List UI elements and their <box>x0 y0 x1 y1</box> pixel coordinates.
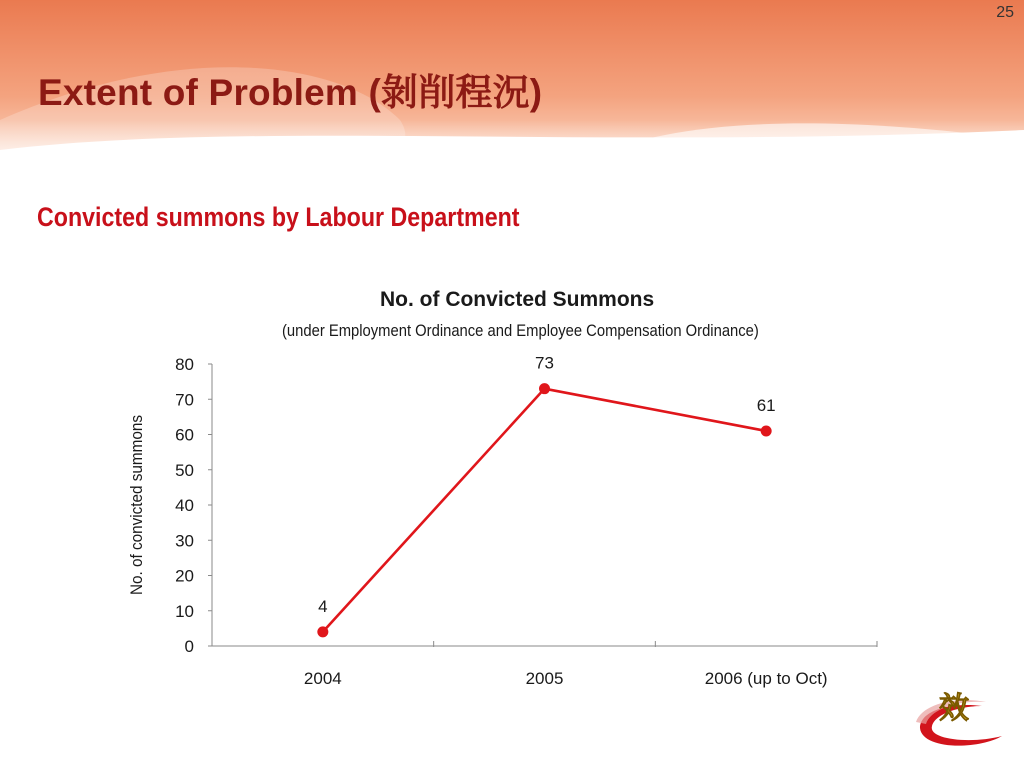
x-tick-label: 2006 (up to Oct) <box>704 669 828 688</box>
y-tick-label: 30 <box>175 531 194 551</box>
x-tick-label: 2004 <box>303 669 342 688</box>
y-axis-title: No. of convicted summons <box>127 414 147 596</box>
y-tick-label: 20 <box>175 566 194 586</box>
logo-glyph: 效 <box>939 691 969 726</box>
data-point <box>539 383 550 394</box>
labour-department-logo-icon <box>912 680 1008 755</box>
y-tick-label: 0 <box>184 637 194 656</box>
y-tick-label: 10 <box>175 601 194 621</box>
y-tick-label: 40 <box>175 496 194 515</box>
data-label: 61 <box>756 395 776 415</box>
y-tick-label: 80 <box>175 355 194 374</box>
y-tick-label: 60 <box>175 425 194 445</box>
chart-subtitle: (under Employment Ordinance and Employee Compensation Ordinance) <box>282 321 759 340</box>
chart-title: No. of Convicted Summons <box>380 288 655 311</box>
slide-title: Extent of Problem (剝削程況) <box>38 72 543 113</box>
data-point <box>317 626 328 637</box>
series-line <box>323 389 766 632</box>
series-layer <box>317 354 775 638</box>
y-axis-ticks <box>175 355 212 656</box>
data-label: 4 <box>318 596 328 616</box>
data-label: 73 <box>535 353 554 373</box>
data-point <box>761 425 772 436</box>
y-tick-label: 50 <box>175 460 194 480</box>
page-number: 25 <box>996 4 1014 21</box>
x-tick-label: 2005 <box>525 669 564 688</box>
slide-subtitle: Convicted summons by Labour Department <box>37 202 520 232</box>
x-axis-ticks <box>304 641 877 688</box>
y-tick-label: 70 <box>175 390 194 410</box>
